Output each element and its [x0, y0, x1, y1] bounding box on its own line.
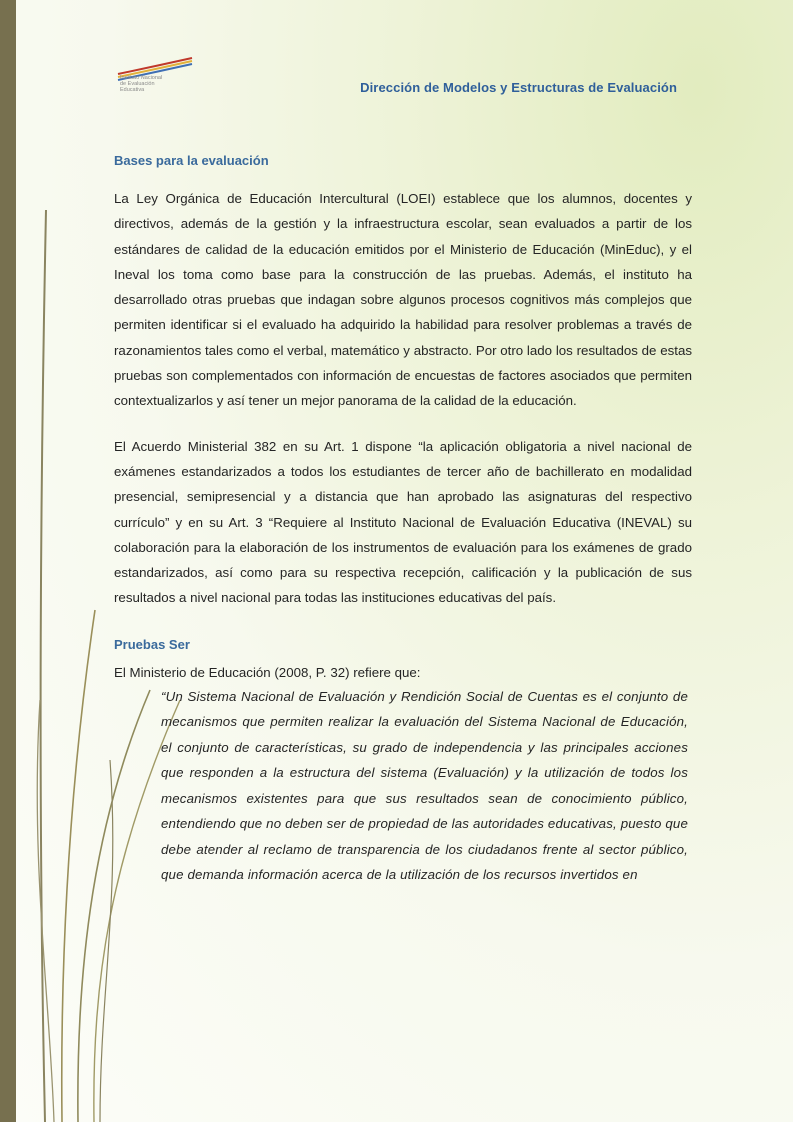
logo-text — [120, 75, 162, 93]
quote-block: “Un Sistema Nacional de Evaluación y Rendición Social de Cuentas es el conjunto de mecanismos que permiten realizar la evaluación del Sistema Nacional de Educación, el conjunto de características, su grado de independencia y las principales acciones que responden a la estructura del sistema (Evaluación) y la utilización de todos los mecanismos existentes para que sus resultados sean de conocimiento público, entendiendo que no deben ser de propiedad de las autoridades educativas, puesto que debe atender al reclamo de transparencia de los ciudadanos frente al sector público, que demanda información acerca de la utilización de los recursos invertidos en — [161, 688, 688, 883]
logo-line-3: Educativa — [120, 87, 145, 93]
logo-line-2: de Evaluación — [120, 81, 155, 87]
quote-intro: El Ministerio de Educación (2008, P. 32) refiere que: — [114, 664, 421, 680]
paragraph-acuerdo: El Acuerdo Ministerial 382 en su Art. 1 dispone “la aplicación obligatoria a nivel nacional de exámenes estandarizados a todos los estudiantes de tercer año de bachillerato en modalidad presencial, semipresencial y a distancia que han aprobado las asignaturas del respectivo currículo” y en su Art. 3 “Requiere al Instituto Nacional de Evaluación Educativa (INEVAL) su colaboración para la elaboración de los instrumentos de evaluación para los exámenes de grado estandarizados, así como para su respectiva recepción, calificación y la publicación de sus resultados a nivel nacional para todas las instituciones educativas del país. — [114, 438, 692, 606]
ineval-logo — [116, 57, 196, 103]
section-heading-bases: Bases para la evaluación — [114, 153, 269, 168]
left-sidebar-band — [0, 0, 16, 1122]
section-heading-pruebas-ser: Pruebas Ser — [114, 636, 190, 652]
logo-line-1: Instituto Nacional — [120, 75, 163, 81]
paragraph-loei: La Ley Orgánica de Educación Intercultural (LOEI) establece que los alumnos, docentes y directivos, además de la gestión y la infraestructura escolar, sean evaluados a partir de los estándares de calidad de la educación emitidos por el Ministerio de Educación (MinEduc), y el Ineval los toma como base para la construcción de las pruebas. Además, el instituto ha desarrollado otras pruebas que indagan sobre algunos procesos cognitivos más complejos que permiten identificar si el evaluado ha adquirido la habilidad para resolver problemas a través de razonamientos tales como el verbal, matemático y abstracto. Por otro lado los resultados de estas pruebas son complementados con información de encuestas de factores asociados que permiten contextualizarlos y así tener un mejor panorama de la calidad de la educación. — [114, 191, 692, 409]
document-body — [114, 153, 692, 888]
header-title: Dirección de Modelos y Estructuras de Evaluación — [360, 80, 677, 95]
